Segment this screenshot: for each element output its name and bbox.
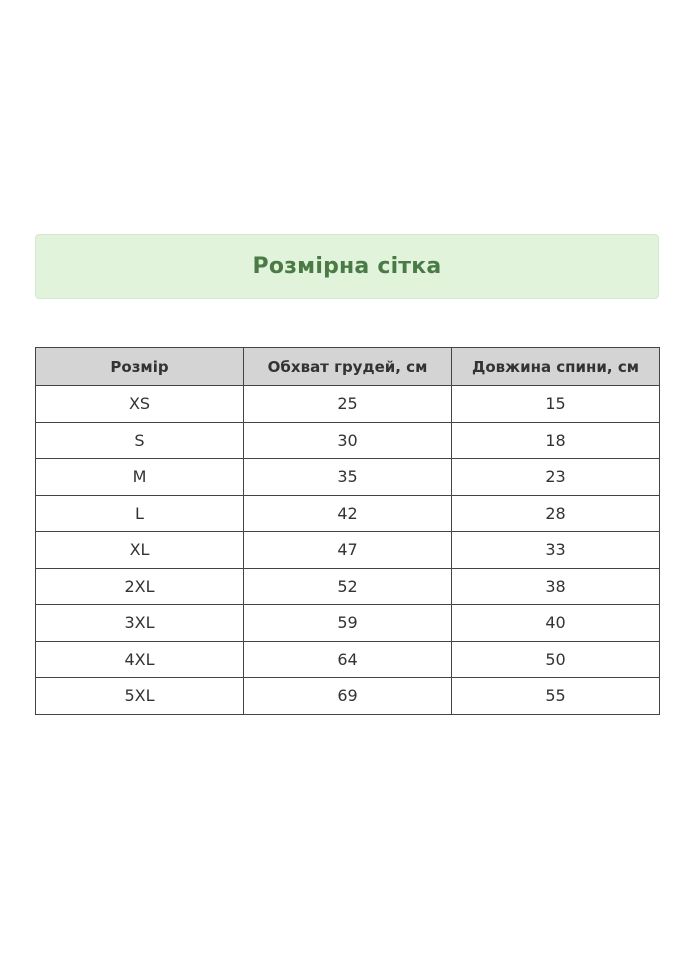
- header-chest-girth: Обхват грудей, см: [244, 348, 452, 386]
- title-banner: [35, 234, 659, 299]
- cell-size: 3XL: [36, 605, 244, 642]
- cell-size: M: [36, 459, 244, 496]
- cell-size: 4XL: [36, 641, 244, 678]
- cell-chest-girth: 59: [244, 605, 452, 642]
- size-chart-table: [35, 347, 660, 715]
- cell-back-length: 18: [452, 422, 660, 459]
- cell-size: XL: [36, 532, 244, 569]
- cell-size: S: [36, 422, 244, 459]
- cell-size: 5XL: [36, 678, 244, 715]
- cell-back-length: 33: [452, 532, 660, 569]
- cell-back-length: 38: [452, 568, 660, 605]
- cell-chest-girth: 35: [244, 459, 452, 496]
- table-header: [36, 348, 660, 386]
- cell-back-length: 28: [452, 495, 660, 532]
- page-title: Розмірна сітка: [252, 254, 442, 279]
- table-row: [36, 641, 660, 678]
- header-back-length: Довжина спини, см: [452, 348, 660, 386]
- table-body: [36, 386, 660, 715]
- table-row: [36, 678, 660, 715]
- cell-size: 2XL: [36, 568, 244, 605]
- cell-chest-girth: 64: [244, 641, 452, 678]
- cell-back-length: 23: [452, 459, 660, 496]
- cell-size: L: [36, 495, 244, 532]
- table-row: [36, 459, 660, 496]
- header-size: Розмір: [36, 348, 244, 386]
- cell-back-length: 50: [452, 641, 660, 678]
- cell-size: XS: [36, 386, 244, 423]
- table-row: [36, 568, 660, 605]
- cell-back-length: 55: [452, 678, 660, 715]
- table-row: [36, 532, 660, 569]
- cell-chest-girth: 69: [244, 678, 452, 715]
- cell-back-length: 15: [452, 386, 660, 423]
- table-row: [36, 386, 660, 423]
- cell-chest-girth: 42: [244, 495, 452, 532]
- cell-chest-girth: 47: [244, 532, 452, 569]
- header-row: [36, 348, 660, 386]
- cell-chest-girth: 30: [244, 422, 452, 459]
- cell-chest-girth: 52: [244, 568, 452, 605]
- table-row: [36, 605, 660, 642]
- cell-back-length: 40: [452, 605, 660, 642]
- cell-chest-girth: 25: [244, 386, 452, 423]
- table-row: [36, 495, 660, 532]
- table-row: [36, 422, 660, 459]
